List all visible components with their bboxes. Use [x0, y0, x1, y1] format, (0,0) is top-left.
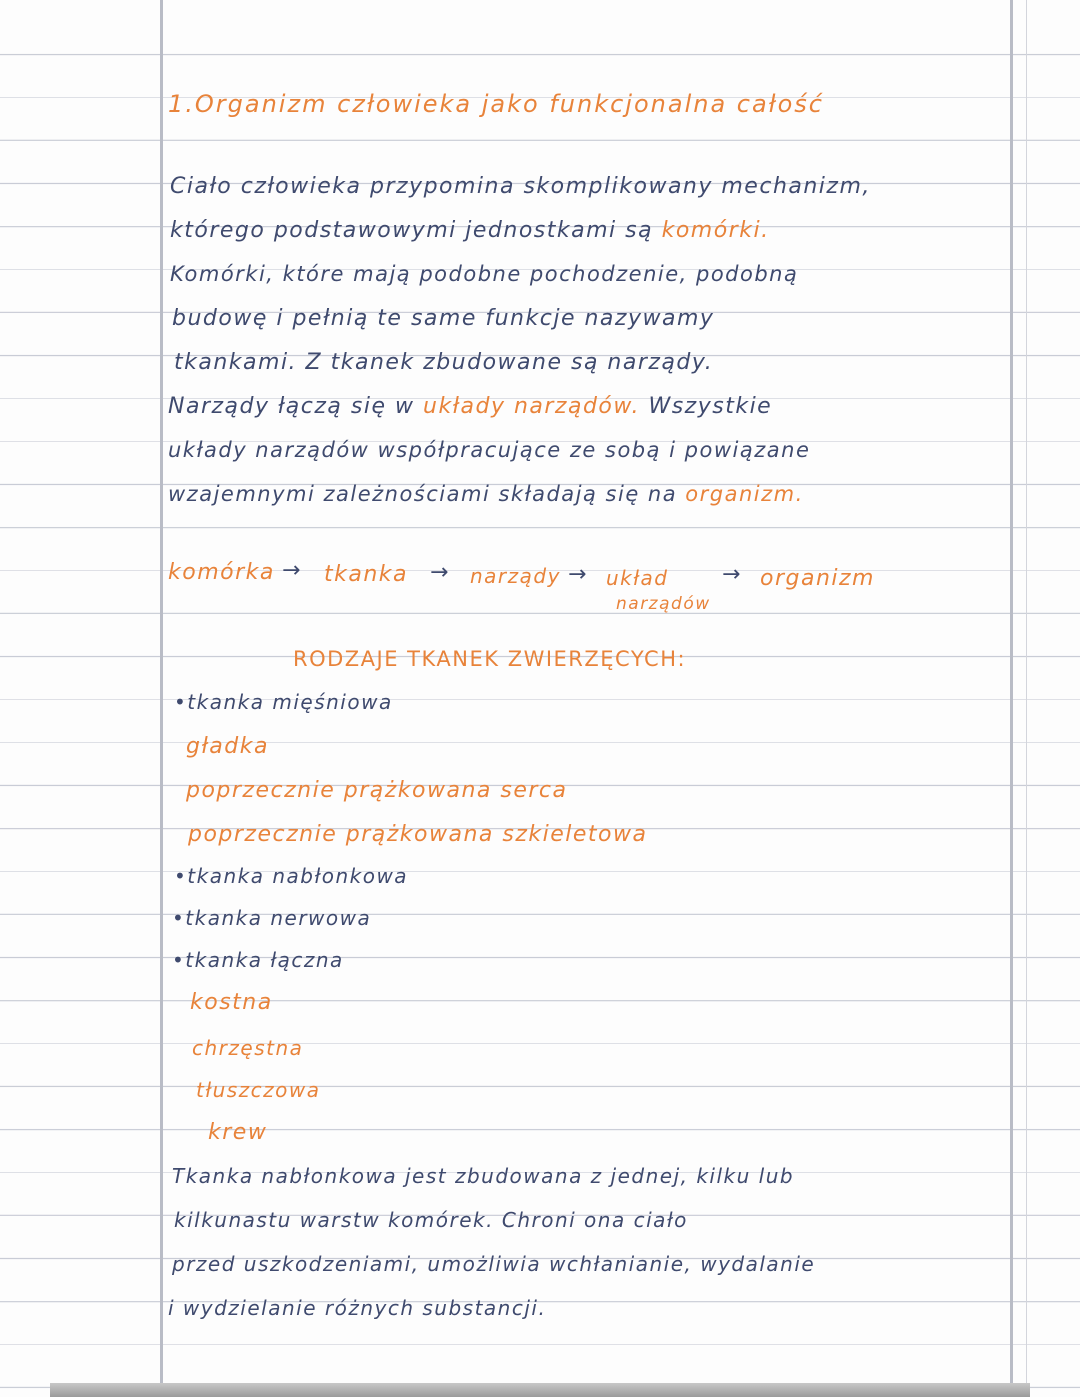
- intro-line-8-text: wzajemnymi zależnościami składają się na: [168, 482, 686, 506]
- intro-line-8: [168, 482, 804, 506]
- term-komorki: komórki.: [661, 218, 770, 243]
- intro-line-6-text: Narządy łączą się w: [168, 394, 423, 419]
- intro-line-1: Ciało człowieka przypomina skomplikowany mechanizm,: [170, 174, 871, 199]
- section-heading: RODZAJE TKANEK ZWIERZĘCYCH:: [293, 647, 687, 671]
- scan-bottom-edge: [50, 1383, 1030, 1397]
- hierarchy-uklad-sub: narządów: [616, 594, 711, 614]
- term-uklady-narzadow: układy narządów.: [423, 394, 640, 419]
- left-margin-line: [160, 0, 163, 1397]
- hierarchy-tkanka: tkanka: [324, 562, 409, 587]
- epithelial-line-1: Tkanka nabłonkowa jest zbudowana z jednej, kilku lub: [172, 1164, 795, 1188]
- arrow-icon: →: [722, 562, 742, 587]
- intro-line-4: budowę i pełnią te same funkcje nazywamy: [172, 306, 715, 331]
- arrow-icon: →: [568, 562, 588, 587]
- list-item-szkieletowa: poprzecznie prążkowana szkieletowa: [188, 822, 648, 847]
- list-item-gladka: gładka: [186, 734, 269, 759]
- hierarchy-narzady: narządy: [470, 564, 561, 588]
- page-title: 1.Organizm człowieka jako funkcjonalna całość: [168, 90, 824, 118]
- epithelial-line-2: kilkunastu warstw komórek. Chroni ona ciało: [174, 1208, 688, 1232]
- intro-line-6: [168, 394, 772, 419]
- page-edge-line: [1026, 0, 1027, 1397]
- list-item-krew: krew: [208, 1120, 268, 1145]
- epithelial-line-3: przed uszkodzeniami, umożliwia wchłanianie, wydalanie: [172, 1252, 816, 1276]
- list-item-nablonkowa: •tkanka nabłonkowa: [174, 864, 409, 888]
- list-item-nerwowa: •tkanka nerwowa: [172, 906, 372, 930]
- list-item-laczna: •tkanka łączna: [172, 948, 344, 972]
- list-item-chrzestna: chrzęstna: [192, 1036, 304, 1060]
- hierarchy-komorka: komórka: [168, 560, 275, 585]
- right-margin-line: [1010, 0, 1013, 1397]
- term-organizm: organizm.: [685, 482, 804, 506]
- intro-line-7: układy narządów współpracujące ze sobą i powiązane: [168, 438, 811, 462]
- arrow-icon: →: [430, 560, 450, 585]
- list-item-serca: poprzecznie prążkowana serca: [186, 778, 568, 803]
- intro-line-6-end: Wszystkie: [639, 394, 773, 419]
- list-item-miesniowa: •tkanka mięśniowa: [174, 690, 393, 714]
- intro-line-5: tkankami. Z tkanek zbudowane są narządy.: [174, 350, 714, 375]
- epithelial-line-4: i wydzielanie różnych substancji.: [168, 1296, 547, 1320]
- intro-line-3: Komórki, które mają podobne pochodzenie, podobną: [170, 262, 799, 286]
- intro-line-2-text: którego podstawowymi jednostkami są: [170, 218, 662, 243]
- list-item-tluszczowa: tłuszczowa: [196, 1078, 321, 1102]
- intro-line-2: [170, 218, 770, 243]
- hierarchy-uklad: układ: [606, 566, 669, 590]
- hierarchy-organizm: organizm: [760, 566, 875, 591]
- list-item-kostna: kostna: [190, 990, 273, 1015]
- arrow-icon: →: [282, 558, 302, 583]
